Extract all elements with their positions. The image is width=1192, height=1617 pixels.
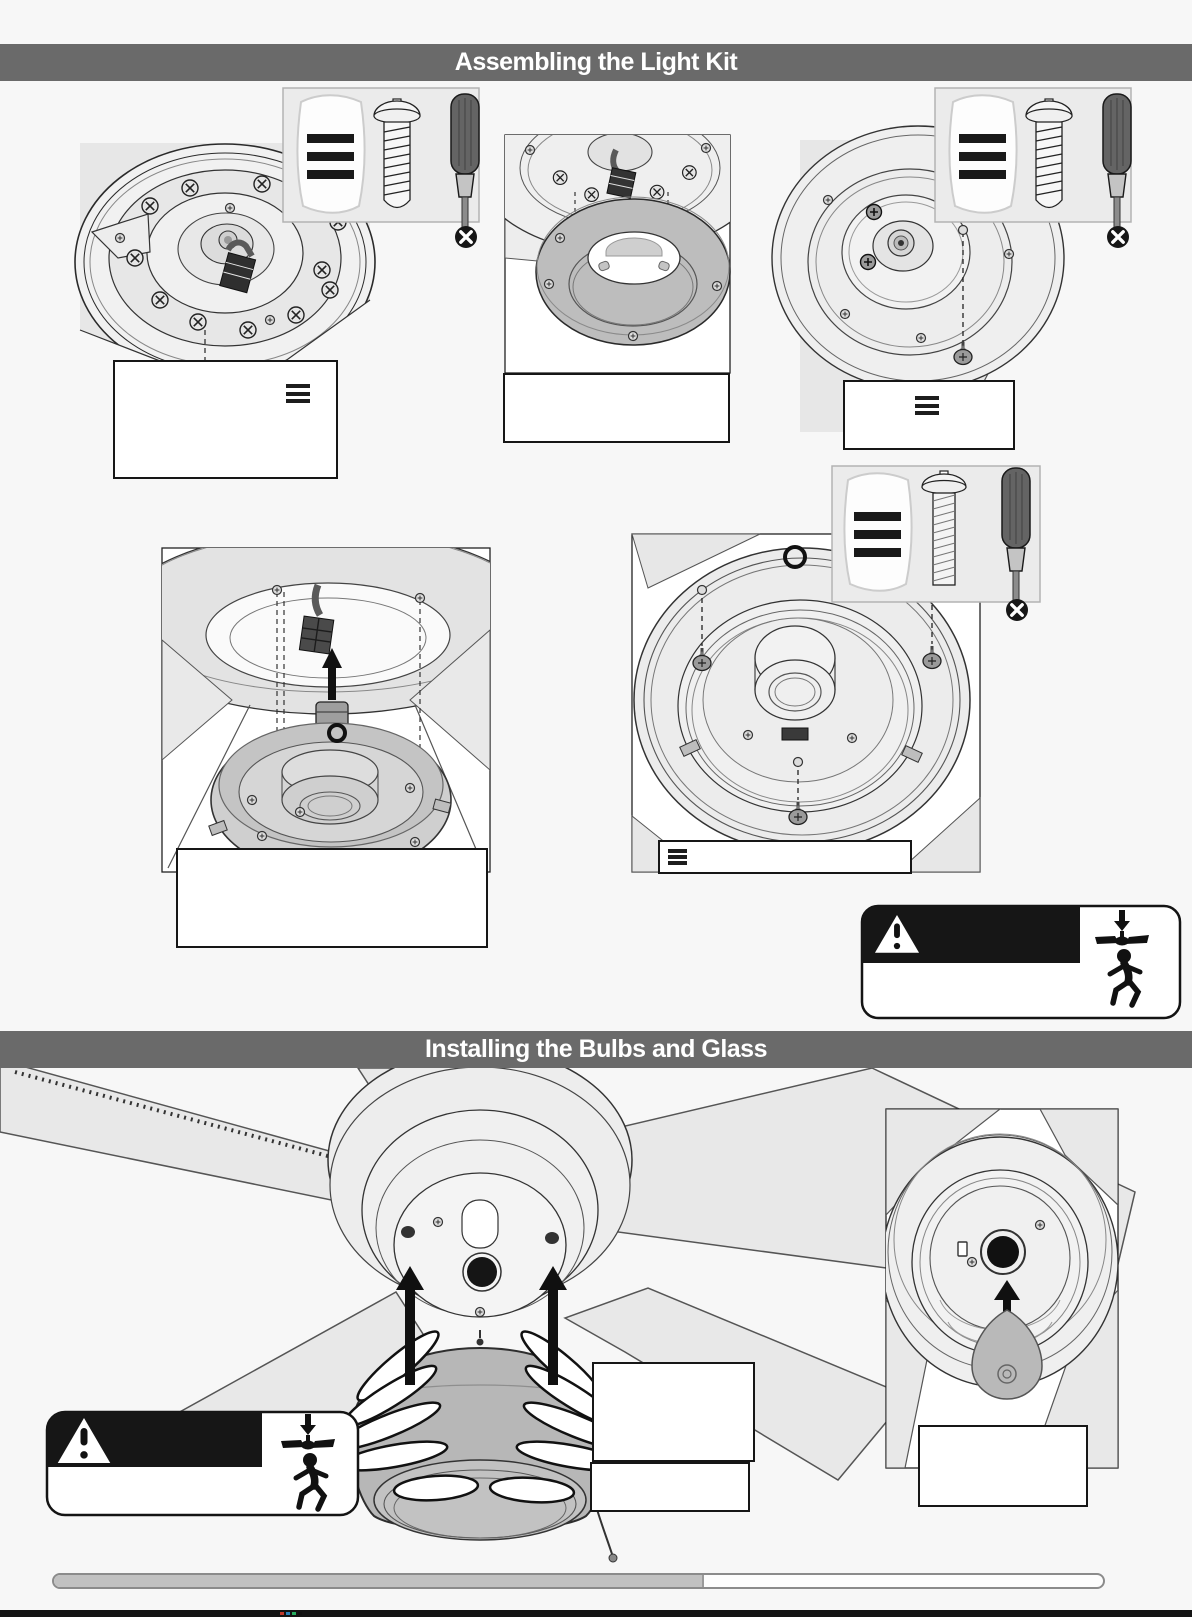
- color-mark: [280, 1612, 284, 1615]
- hardware-bag-icon: [844, 473, 911, 591]
- callout-step5: [658, 840, 912, 874]
- hardware-kit-inset-machine-screw: [832, 466, 1040, 621]
- phillips-bit-icon: [455, 226, 477, 248]
- color-mark: [286, 1612, 290, 1615]
- pull-chain: [596, 1506, 612, 1554]
- warning-box-bottom: [47, 1412, 358, 1515]
- warning-box-top: [862, 906, 1180, 1018]
- callout-glass-2: [590, 1462, 750, 1512]
- page-bottom-edge: [0, 1610, 1192, 1617]
- color-mark: [298, 1612, 302, 1615]
- callout-step4: [176, 848, 488, 948]
- callout-step3: [843, 380, 1015, 450]
- menu-lines-icon: [915, 396, 939, 419]
- page-scrollbar-track[interactable]: [52, 1573, 1105, 1589]
- callout-step1: [113, 360, 338, 479]
- menu-lines-icon: [668, 849, 687, 867]
- step4-connect-wiring-illustration: [113, 530, 543, 875]
- callout-bulb: [918, 1425, 1088, 1507]
- section-header-assembling: Assembling the Light Kit: [0, 44, 1192, 81]
- color-mark: [292, 1612, 296, 1615]
- callout-step2: [503, 373, 730, 443]
- phillips-bit-icon: [1006, 599, 1028, 621]
- install-bulb-illustration: [882, 1109, 1118, 1468]
- progress-fill[interactable]: [54, 1575, 704, 1587]
- callout-glass-1: [592, 1362, 755, 1462]
- section-header-installing: Installing the Bulbs and Glass: [0, 1031, 1192, 1068]
- hardware-bag-icon: [297, 95, 364, 213]
- step2-mounting-plate-illustration: [475, 77, 765, 373]
- menu-lines-icon: [286, 384, 310, 407]
